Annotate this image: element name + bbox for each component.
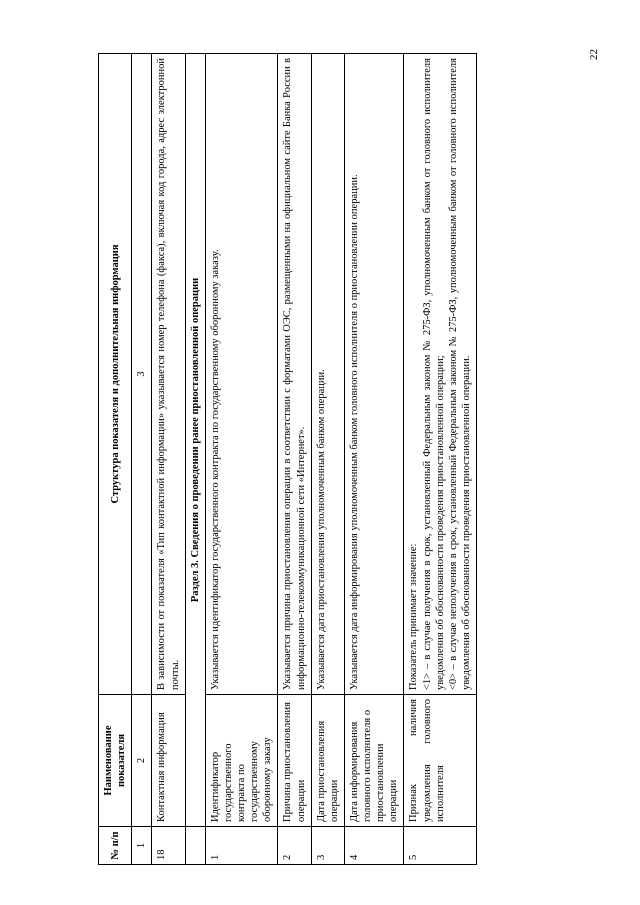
table-row	[278, 54, 311, 865]
values-intro: Показатель принимает значение:	[408, 543, 420, 690]
rotated-page-content	[98, 53, 574, 865]
indicator-name: Дата приостановления операции	[311, 695, 344, 827]
empty-cell	[185, 827, 205, 865]
value-zero-description: <0> – в случае неполучения в срок, установленный Федеральным законом № 275-ФЗ, уполномоченным банком от головного исполнителя уведомления об обоснованности проведения приостановленной операции.	[447, 58, 472, 690]
indicator-structure	[404, 54, 477, 695]
indicator-table	[98, 53, 477, 865]
table-row	[152, 54, 185, 865]
indicator-structure: Указывается идентификатор государственного контракта по государственному оборонному заказу.	[205, 54, 278, 695]
row-number: 2	[278, 827, 311, 865]
header-name: Наименование показателя	[99, 695, 132, 827]
table-row	[311, 54, 344, 865]
value-one-description: <1> – в случае получения в срок, установленный Федеральным законом № 275-ФЗ, уполномоченным банком от головного исполнителя уведомления об обоснованности проведения приостановленной операции;	[421, 58, 446, 690]
indicator-name: Контактная информация	[152, 695, 185, 827]
table-row	[344, 54, 404, 865]
column-number: 3	[132, 54, 152, 695]
table-row	[205, 54, 278, 865]
indicator-structure: Указывается дата информирования уполномоченным банком головного исполнителя о приостановлении операции.	[344, 54, 404, 695]
table-row	[404, 54, 477, 865]
indicator-structure: Указывается причина приостановления операции в соответствии с форматами ОЭС, размещенными на официальном сайте Банка России в информационно-телекоммуникационной сети «Интернет».	[278, 54, 311, 695]
indicator-name: Причина приостановления операции	[278, 695, 311, 827]
section-heading-row	[185, 54, 205, 865]
row-number: 3	[311, 827, 344, 865]
column-number: 2	[132, 695, 152, 827]
column-number: 1	[132, 827, 152, 865]
row-number: 4	[344, 827, 404, 865]
indicator-name: Признак наличия уведомления головного исполнителя	[404, 695, 477, 827]
header-num: № п/п	[99, 827, 132, 865]
indicator-name: Дата информирования головного исполнителя о приостановлении операции	[344, 695, 404, 827]
page-number: 22	[588, 49, 600, 60]
row-number: 18	[152, 827, 185, 865]
indicator-structure: Указывается дата приостановления уполномоченным банком операции.	[311, 54, 344, 695]
row-number: 1	[205, 827, 278, 865]
section-title: Раздел 3. Сведения о проведении ранее приостановленной операции	[185, 54, 205, 827]
row-number: 5	[404, 827, 477, 865]
indicator-name: Идентификатор государственного контракта по государственному оборонному заказу	[205, 695, 278, 827]
column-number-row	[132, 54, 152, 865]
table-header-row	[99, 54, 132, 865]
header-structure: Структура показателя и дополнительная информация	[99, 54, 132, 695]
indicator-structure: В зависимости от показателя «Тип контактной информации» указывается номер телефона (факса), включая код города, адрес электронной почты.	[152, 54, 185, 695]
